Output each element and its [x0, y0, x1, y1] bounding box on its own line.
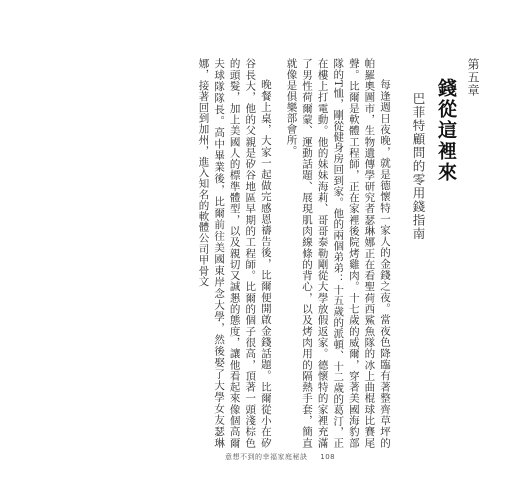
chapter-title: 錢從這裡來	[435, 78, 457, 183]
running-title: 意想不到的幸福家庭秘訣	[225, 453, 308, 461]
paragraph-2: 晚餐上桌，大家一起做完感恩禱告後，比爾便開啟金錢話題。比爾從小在矽谷長大，他的父親是矽谷地區早期的工程師。比爾的個子很高，頂著一頭淺棕色的頭髮，加上美國人的標準體型，以及親切又誠懇的態度，讓他看起來像個高爾夫球隊隊長。高中畢業後，比爾前往美國東岸念大學，然後娶了大學女友瑟琳娜，接著回到加州，進入知名的軟體公司甲骨文	[197, 58, 272, 448]
chapter-subtitle: 巴菲特顧問的零用錢指南	[411, 92, 426, 241]
chapter-label: 第五章	[466, 58, 480, 97]
body-text	[92, 58, 392, 448]
page-footer	[225, 452, 335, 462]
chapter-heading	[402, 58, 482, 308]
paragraph-1: 每逢週日夜晚，就是德懷特一家人的金錢之夜。當夜色降臨有著整齊草坪的帕羅奧圖市，生物遺傳學研究者瑟琳娜正在看聖荷西鯊魚隊的冰上曲棍球比賽尾聲。比爾是軟體工程師，正在家裡後院烤雞肉。十七歲的威爾，穿著美國海豹部隊的T恤，剛從健身房回到家。他的兩個弟弟：十五歲的派頓、十二歲的葛汀，正在樓上打電動。他的妹妹海莉、哥哥泰勒剛從大學放假返家。德懷特的家裡充滿了男性荷爾蒙、運動話題、展現肌肉線條的背心，以及烤肉用的隔熱手套，簡直就像是俱樂部會所。	[285, 58, 391, 448]
page-number: 108	[320, 453, 336, 461]
